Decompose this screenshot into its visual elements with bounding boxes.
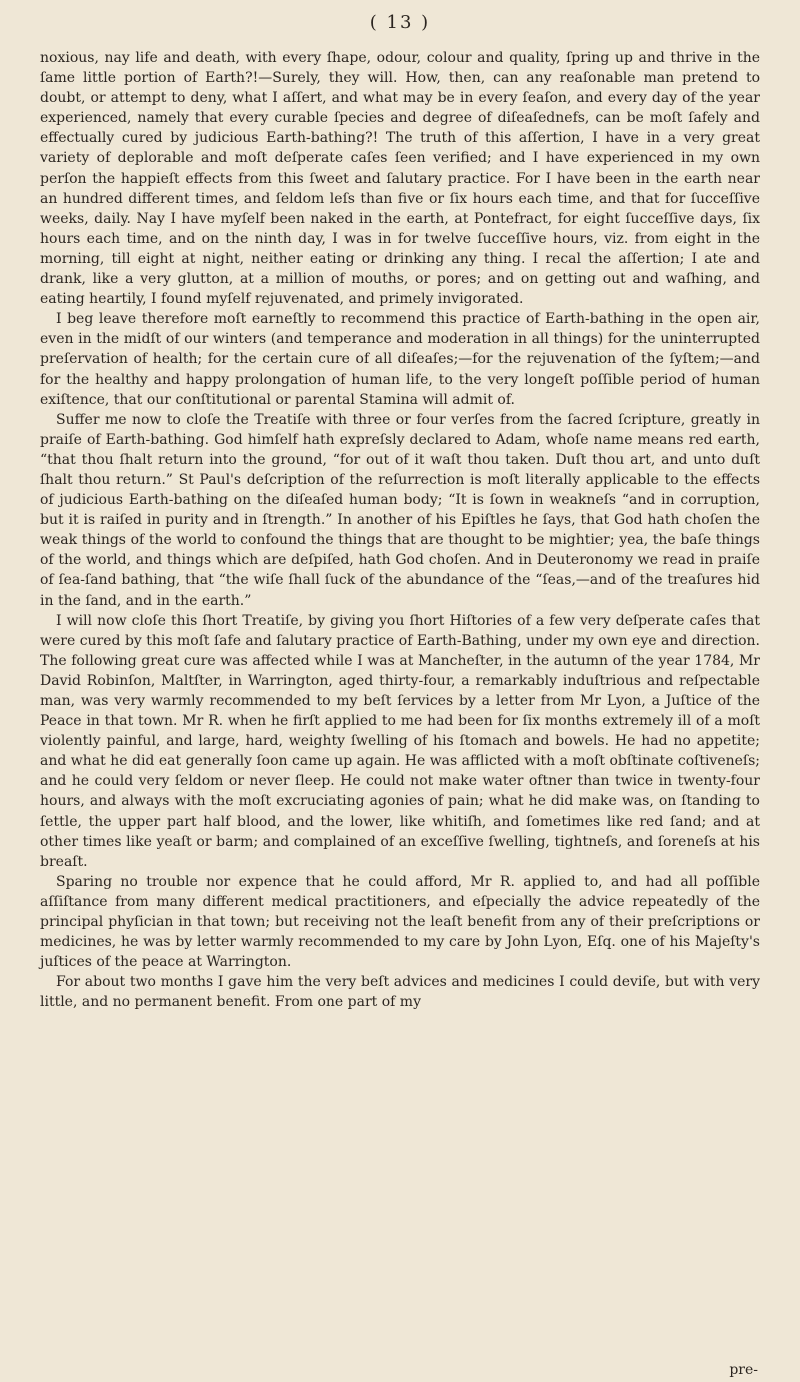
- paragraph: I will now cloſe this ſhort Treatiſe, by giving you ſhort Hiſtories of a few very deſperate caſes that were cured by this moſt ſafe and ſalutary practice of Earth-Bathing, under my own eye and direction. The following great cure was affected while I was at Mancheſter, in the autumn of the year 1784, Mr David Robinſon, Maltſter, in Warrington, aged thirty-four, a remarkably induſtrious and reſpectable man, was very warmly recommended to my beſt ſervices by a letter from Mr Lyon, a Juſtice of the Peace in that town. Mr R. when he firſt applied to me had been for ſix months extremely ill of a moſt violently painful, and large, hard, weighty ſwelling of his ſtomach and bowels. He had no appetite; and what he did eat generally ſoon came up again. He was afflicted with a moſt obſtinate coſtiveneſs; and he could very ſeldom or never ſleep. He could not make water oftner than twice in twenty-four hours, and always with the moſt excruciating agonies of pain; what he did make was, on ſtanding to ſettle, the upper part half blood, and the lower, like whitiſh, and ſometimes like red ſand; and at other times like yeaſt or barm; and complained of an exceſſive ſwelling, tightneſs, and ſoreneſs at his breaſt.: [40, 612, 760, 870]
- page-number: ( 13 ): [369, 12, 431, 33]
- catchword: pre-: [729, 1362, 758, 1378]
- paragraph: Suffer me now to cloſe the Treatiſe with three or four verſes from the ſacred ſcripture, greatly in praiſe of Earth-bathing. God himſelf hath expreſsly declared to Adam, whoſe name means red earth, “that thou ſhalt return into the ground, “for out of it waſt thou taken. Duſt thou art, and unto duſt ſhalt thou return.” St Paul's deſcription of the reſurrection is moſt literally applicable to the effects of judicious Earth-bathing on the diſeaſed human body; “It is ſown in weakneſs “and in corruption, but it is raiſed in purity and in ſtrength.” In another of his Epiſtles he ſays, that God hath choſen the weak things of the world to confound the things that are thought to be mightier; yea, the baſe things of the world, and things which are deſpiſed, hath God choſen. And in Deuteronomy we read in praiſe of ſea-ſand bathing, that “the wiſe ſhall ſuck of the abundance of the “ſeas,—and of the treaſures hid in the ſand, and in the earth.”: [40, 411, 760, 609]
- body-text: [40, 48, 760, 1013]
- paragraph: For about two months I gave him the very beſt advices and medicines I could deviſe, but with very little, and no permanent benefit. From one part of my: [40, 974, 760, 1011]
- paragraph: I beg leave therefore moſt earneſtly to recommend this practice of Earth-bathing in the open air, even in the midſt of our winters (and temperance and moderation in all things) for the uninterrupted preſervation of health; for the certain cure of all diſeaſes;—for the rejuvenation of the ſyſtem;—and for the healthy and happy prolongation of human life, to the very longeſt poſſible period of human exiſtence, that our conſtitutional or parental Stamina will admit of.: [40, 311, 760, 408]
- paragraph: noxious, nay life and death, with every ſhape, odour, colour and quality, ſpring up and thrive in the ſame little portion of Earth?!—Surely, they will. How, then, can any reaſonable man pretend to doubt, or attempt to deny, what I aſſert, and what may be in every ſeaſon, and every day of the year experienced, namely that every curable ſpecies and degree of diſeaſednefs, can be moſt ſafely and effectually cured by judicious Earth-bathing?! The truth of this aſſertion, I have in a very great variety of deplorable and moſt deſperate caſes ſeen verified; and I have experienced in my own perſon the happieſt effects from this ſweet and ſalutary practice. For I have been in the earth near an hundred different times, and ſeldom leſs than five or ſix hours each time, and that for ſucceſſive weeks, daily. Nay I have myſelf been naked in the earth, at Pontefract, for eight ſucceſſive days, ſix hours each time, and on the ninth day, I was in for twelve ſucceſſive hours, viz. from eight in the morning, till eight at night, neither eating or drinking any thing. I recal the aſſertion; I ate and drank, like a very glutton, at a million of mouths, or pores; and on getting out and waſhing, and eating heartily, I found myſelf rejuvenated, and primely invigorated.: [40, 50, 760, 308]
- paragraph: Sparing no trouble nor expence that he could afford, Mr R. applied to, and had all poſſible aſſiſtance from many different medical practitioners, and eſpecially the advice repeatedly of the principal phyſician in that town; but receiving not the leaſt benefit from any of their preſcriptions or medicines, he was by letter warmly recommended to my care by John Lyon, Eſq. one of his Majeſty's juſtices of the peace at Warrington.: [40, 873, 760, 971]
